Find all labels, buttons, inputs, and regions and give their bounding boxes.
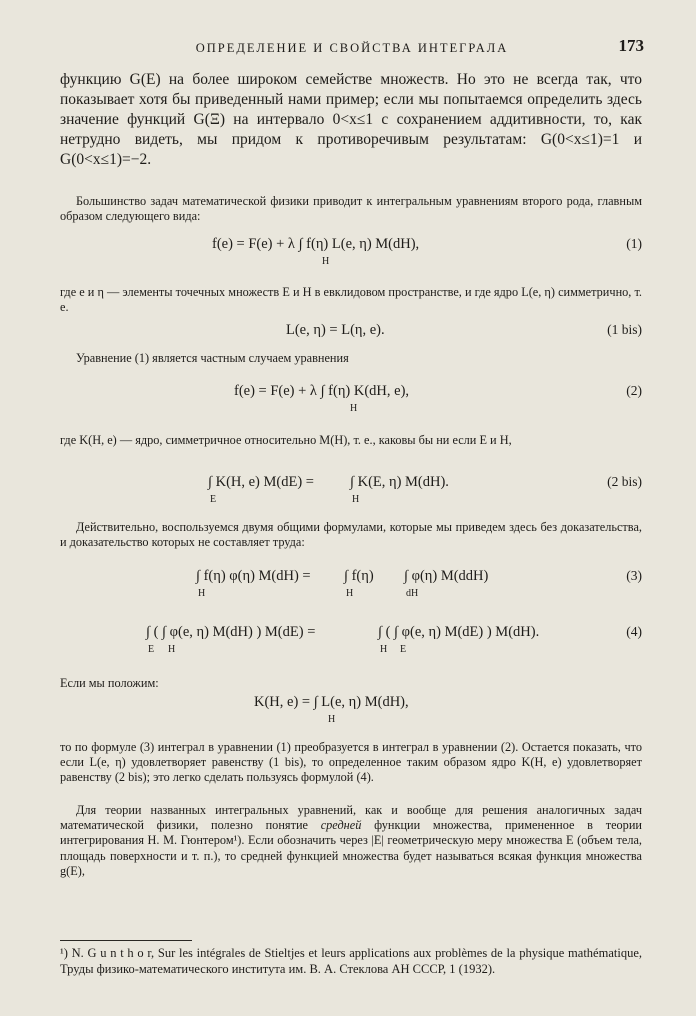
equation-4-left-inner-subscript: H xyxy=(168,644,176,655)
equation-2bis-left-subscript: E xyxy=(210,494,217,505)
paragraph-2: Большинство задач математической физики приводит к интегральным уравнениям второго рода, главным образом следующего вида: xyxy=(60,194,642,224)
equation-3 xyxy=(60,568,642,604)
equation-2 xyxy=(60,383,642,417)
equation-1bis-formula: L(e, η) = L(η, e). xyxy=(286,322,385,338)
paragraph-9-text-b: функции множества, примененное в теории интегрирования Н. М. Гюнтером¹). Если обозначить через |E| геометрическую меру множества E (объем тела, площадь поверхности и т. п.), то средней функцией множества будет называться всякая функция множества g(E), xyxy=(60,818,642,878)
equation-4-right-inner-subscript: E xyxy=(400,644,407,655)
running-header xyxy=(60,36,644,58)
equation-2-number: (2) xyxy=(626,383,642,398)
paragraph-9-emphasis: средней xyxy=(320,818,362,833)
equation-4-left-outer-subscript: E xyxy=(148,644,155,655)
equation-4 xyxy=(60,624,642,660)
paragraph-8: то по формуле (3) интеграл в уравнении (1) преобразуется в интеграл в уравнении (2). Остается показать, что если L(e, η) удовлетворяет равенству (1 bis), то определенное таким образом ядро K(H, e) удовлетворяет равенству (2 bis); это легко сделать пользуясь формулой (4). xyxy=(60,740,642,785)
paragraph-9 xyxy=(60,803,642,879)
equation-3-part-b-subscript: H xyxy=(346,588,354,599)
equation-1-formula: f(e) = F(e) + λ ∫ f(η) L(e, η) M(dH), xyxy=(212,236,420,252)
paragraph-4: Уравнение (1) является частным случаем уравнения xyxy=(76,351,349,365)
equation-4-number: (4) xyxy=(626,624,642,639)
page-number: 173 xyxy=(618,36,644,55)
footnote-divider xyxy=(60,940,192,941)
paragraph-5: где K(H, e) — ядро, симметричное относительно M(H), т. е., каковы бы ни если E и H, xyxy=(60,433,512,447)
equation-5-formula: K(H, e) = ∫ L(e, η) M(dH), xyxy=(254,694,409,710)
equation-3-part-b: ∫ f(η) xyxy=(344,568,374,584)
equation-1bis xyxy=(60,322,642,342)
equation-5-subscript: H xyxy=(328,714,336,725)
equation-3-part-c: ∫ φ(η) M(ddH) xyxy=(404,568,489,584)
equation-1 xyxy=(60,236,642,270)
equation-2bis-right: ∫ K(E, η) M(dH). xyxy=(350,474,449,490)
equation-4-right-outer-subscript: H xyxy=(380,644,388,655)
equation-2bis-right-subscript: H xyxy=(352,494,360,505)
equation-2bis-left: ∫ K(H, e) M(dE) = xyxy=(208,474,314,490)
paragraph-3: где e и η — элементы точечных множеств E и H в евклидовом пространстве, и где ядро L(e, η) симметрично, т. е. xyxy=(60,285,642,315)
equation-1-subscript: H xyxy=(322,256,330,267)
equation-2bis-number: (2 bis) xyxy=(607,474,642,489)
equation-3-part-a-subscript: H xyxy=(198,588,206,599)
paragraph-7: Если мы положим: xyxy=(60,676,159,690)
equation-2-subscript: H xyxy=(350,403,358,414)
equation-2-formula: f(e) = F(e) + λ ∫ f(η) K(dH, e), xyxy=(234,383,410,399)
footnote: ¹) N. G u n t h o r, Sur les intégrales de Stieltjes et leurs applications aux problèmes de la physique mathématique, Труды физико-математического института им. В. А. Стеклова АН СССР, 1 (1932). xyxy=(60,946,642,976)
equation-1-number: (1) xyxy=(626,236,642,251)
equation-5 xyxy=(60,694,642,728)
paragraph-9-text-a: Для теории названных интегральных уравнений, как и вообще для решения аналогичных задач математической физики, полезно понятие xyxy=(60,803,642,833)
equation-3-number: (3) xyxy=(626,568,642,583)
equation-3-part-c-subscript: dH xyxy=(406,588,419,599)
running-title: ОПРЕДЕЛЕНИЕ И СВОЙСТВА ИНТЕГРАЛА xyxy=(195,41,509,55)
equation-4-right: ∫ ( ∫ φ(e, η) M(dE) ) M(dH). xyxy=(378,624,540,640)
paragraph-1: функцию G(E) на более широком семействе множеств. Но это не всегда так, что показывает хотя бы приведенный нами пример; если мы попытаемся определить здесь значение функций G(Ξ) на интервало 0<x≤1 с сохранением аддитивности, то, как нетрудно видеть, мы придом к противоречивым результатам: G(0<x≤1)=1 и G(0<x≤1)=−2. xyxy=(60,71,642,168)
paragraph-6: Действительно, воспользуемся двумя общими формулами, которые мы приведем здесь без доказательства, и доказательство которых не составляет труда: xyxy=(60,520,642,550)
equation-4-left: ∫ ( ∫ φ(e, η) M(dH) ) M(dE) = xyxy=(146,624,316,640)
equation-1bis-number: (1 bis) xyxy=(607,322,642,337)
equation-3-part-a: ∫ f(η) φ(η) M(dH) = xyxy=(196,568,311,584)
equation-2bis xyxy=(60,474,642,508)
